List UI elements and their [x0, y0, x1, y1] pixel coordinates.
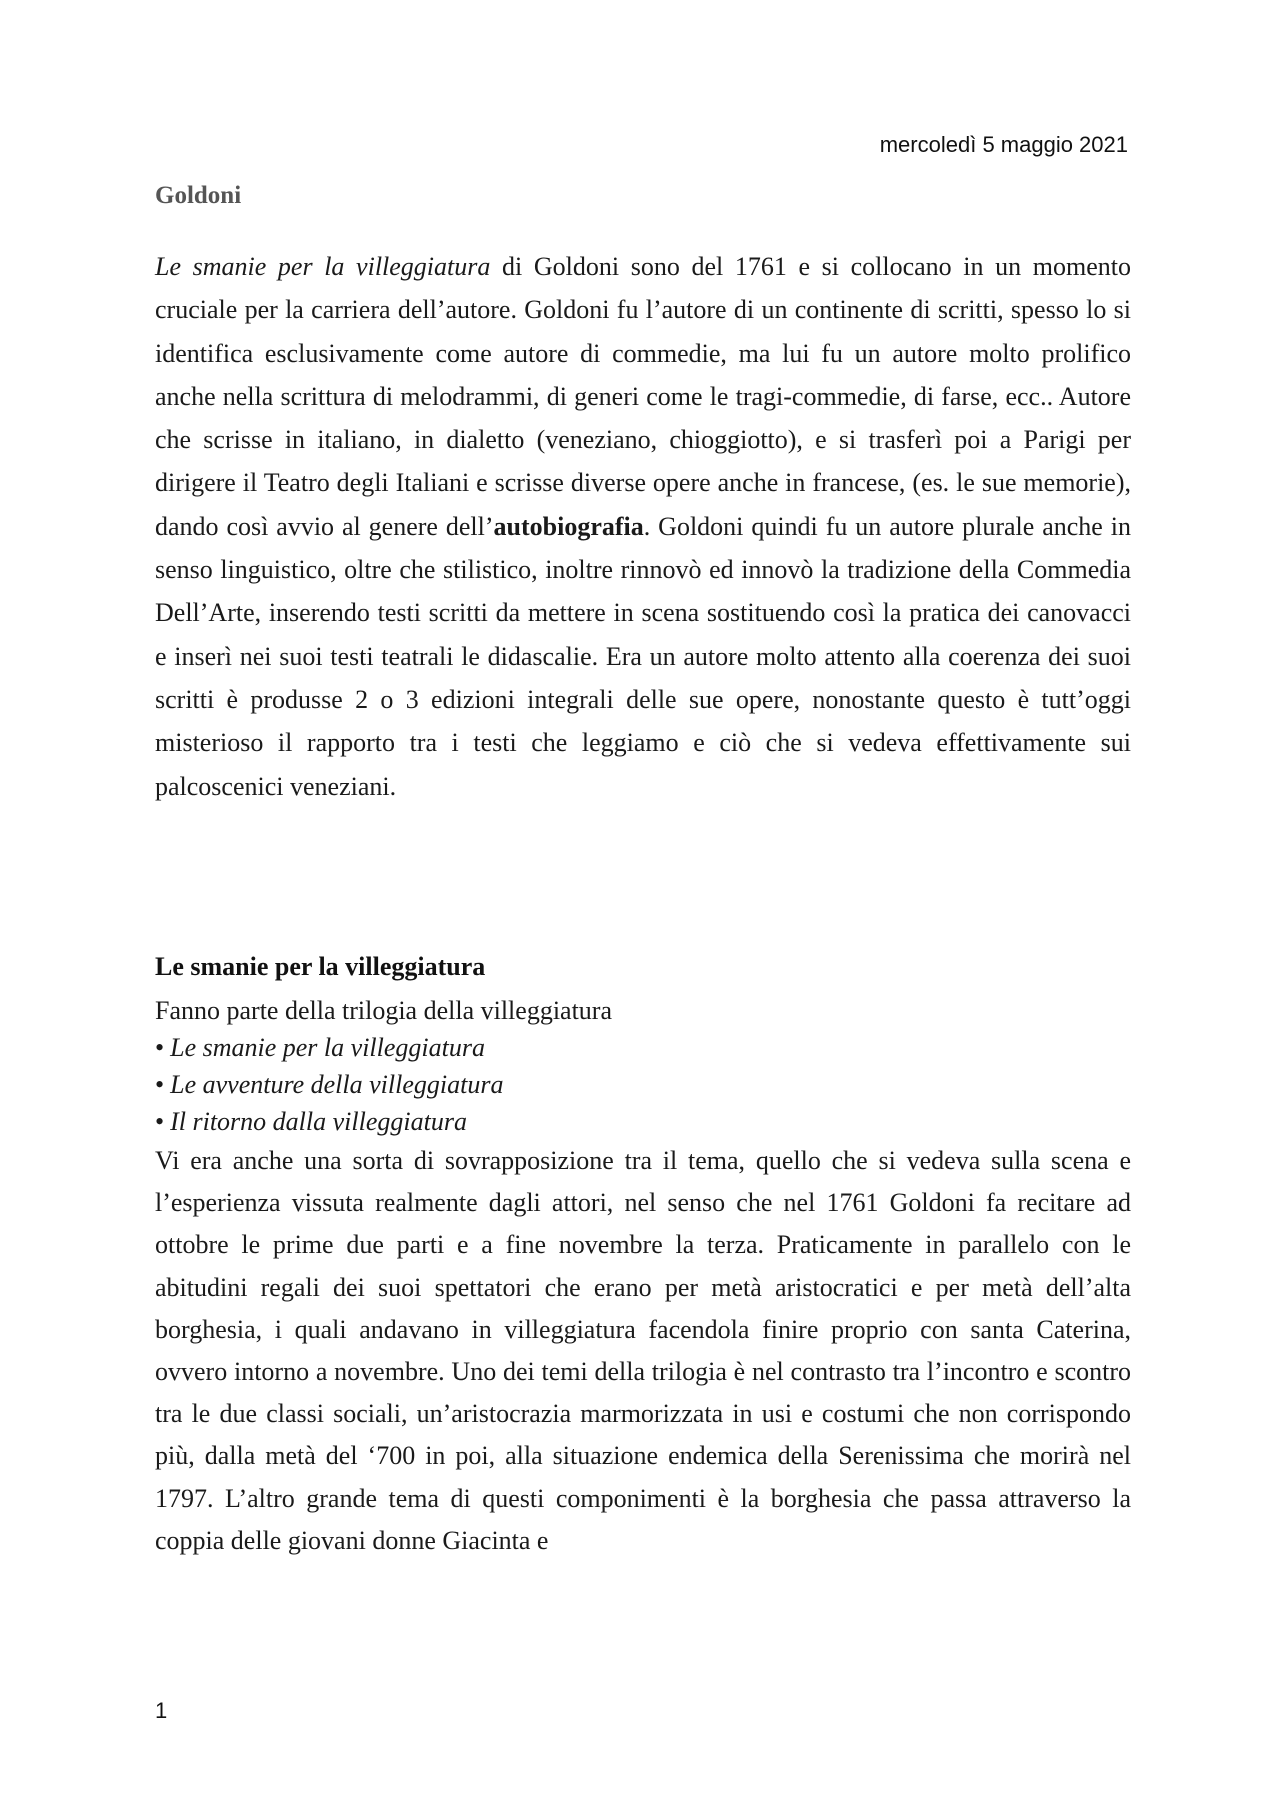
list-item	[155, 1066, 503, 1103]
page-date: mercoledì 5 maggio 2021	[879, 132, 1128, 157]
bullet-icon: •	[155, 1033, 165, 1062]
intro-paragraph	[155, 245, 1131, 808]
list-item-label: Le avventure della villeggiatura	[170, 1070, 504, 1099]
list-item	[155, 1103, 503, 1140]
list-item-label: Le smanie per la villeggiatura	[170, 1033, 485, 1062]
bullet-icon: •	[155, 1070, 165, 1099]
section-paragraph: Vi era anche una sorta di sovrapposizione tra il tema, quello che si vedeva sulla scena e l’esperienza vissuta realmente dagli attori, nel senso che nel 1761 Goldoni fa recitare ad ottobre le prime due parti e a fine novembre la terza. Praticamente in parallelo con le abitudini regali dei suoi spettatori che erano per metà aristocratici e per metà dell’alta borghesia, i quali andavano in villeggiatura facendola finire proprio con santa Caterina, ovvero intorno a novembre. Uno dei temi della trilogia è nel contrasto tra l’incontro e scontro tra le due classi sociali, un’aristocrazia marmorizzata in usi e costumi che non corrispondo più, dalla metà del ‘700 in poi, alla situazione endemica della Serenissima che morirà nel 1797. L’altro grande tema di questi componimenti è la borghesia che passa attraverso la coppia delle giovani donne Giacinta e	[155, 1146, 1131, 1555]
document-title: Goldoni	[155, 182, 242, 209]
bullet-icon: •	[155, 1107, 165, 1136]
paragraph-text-part-b: . Goldoni quindi fu un autore plurale anche in senso linguistico, oltre che stilistico, inoltre rinnovò ed innovò la tradizione della Commedia Dell’Arte, inserendo testi scritti da mettere in scena sostituendo così la pratica dei canovacci e inserì nei suoi testi teatrali le didascalie. Era un autore molto attento alla coerenza dei suoi scritti è produsse 2 o 3 edizioni integrali delle sue opere, nonostante questo è tutt’oggi misterioso il rapporto tra i testi che leggiamo e ciò che si vedeva effettivamente sui palcoscenici veneziani.	[155, 511, 1131, 801]
paragraph-text-part-a: di Goldoni sono del 1761 e si collocano in un momento cruciale per la carriera dell’autore. Goldoni fu l’autore di un continente di scritti, spesso lo si identifica esclusivamente come autore di commedie, ma lui fu un autore molto prolifico anche nella scrittura di melodrammi, di generi come le tragi-commedie, di farse, ecc.. Autore che scrisse in italiano, in dialetto (veneziano, chioggiotto), e si trasferì poi a Parigi per dirigere il Teatro degli Italiani e scrisse diverse opere anche in francese, (es. le sue memorie), dando così avvio al genere dell’	[155, 252, 1131, 541]
bold-term-autobiografia: autobiografia	[493, 511, 644, 541]
page-number: 1	[155, 1698, 168, 1723]
work-title-italic: Le smanie per la villeggiatura	[155, 252, 491, 281]
trilogy-intro: Fanno parte della trilogia della villeggiatura	[155, 996, 613, 1025]
section-heading: Le smanie per la villeggiatura	[155, 952, 486, 981]
trilogy-list	[155, 1029, 503, 1140]
list-item	[155, 1029, 503, 1066]
list-item-label: Il ritorno dalla villeggiatura	[170, 1107, 467, 1136]
